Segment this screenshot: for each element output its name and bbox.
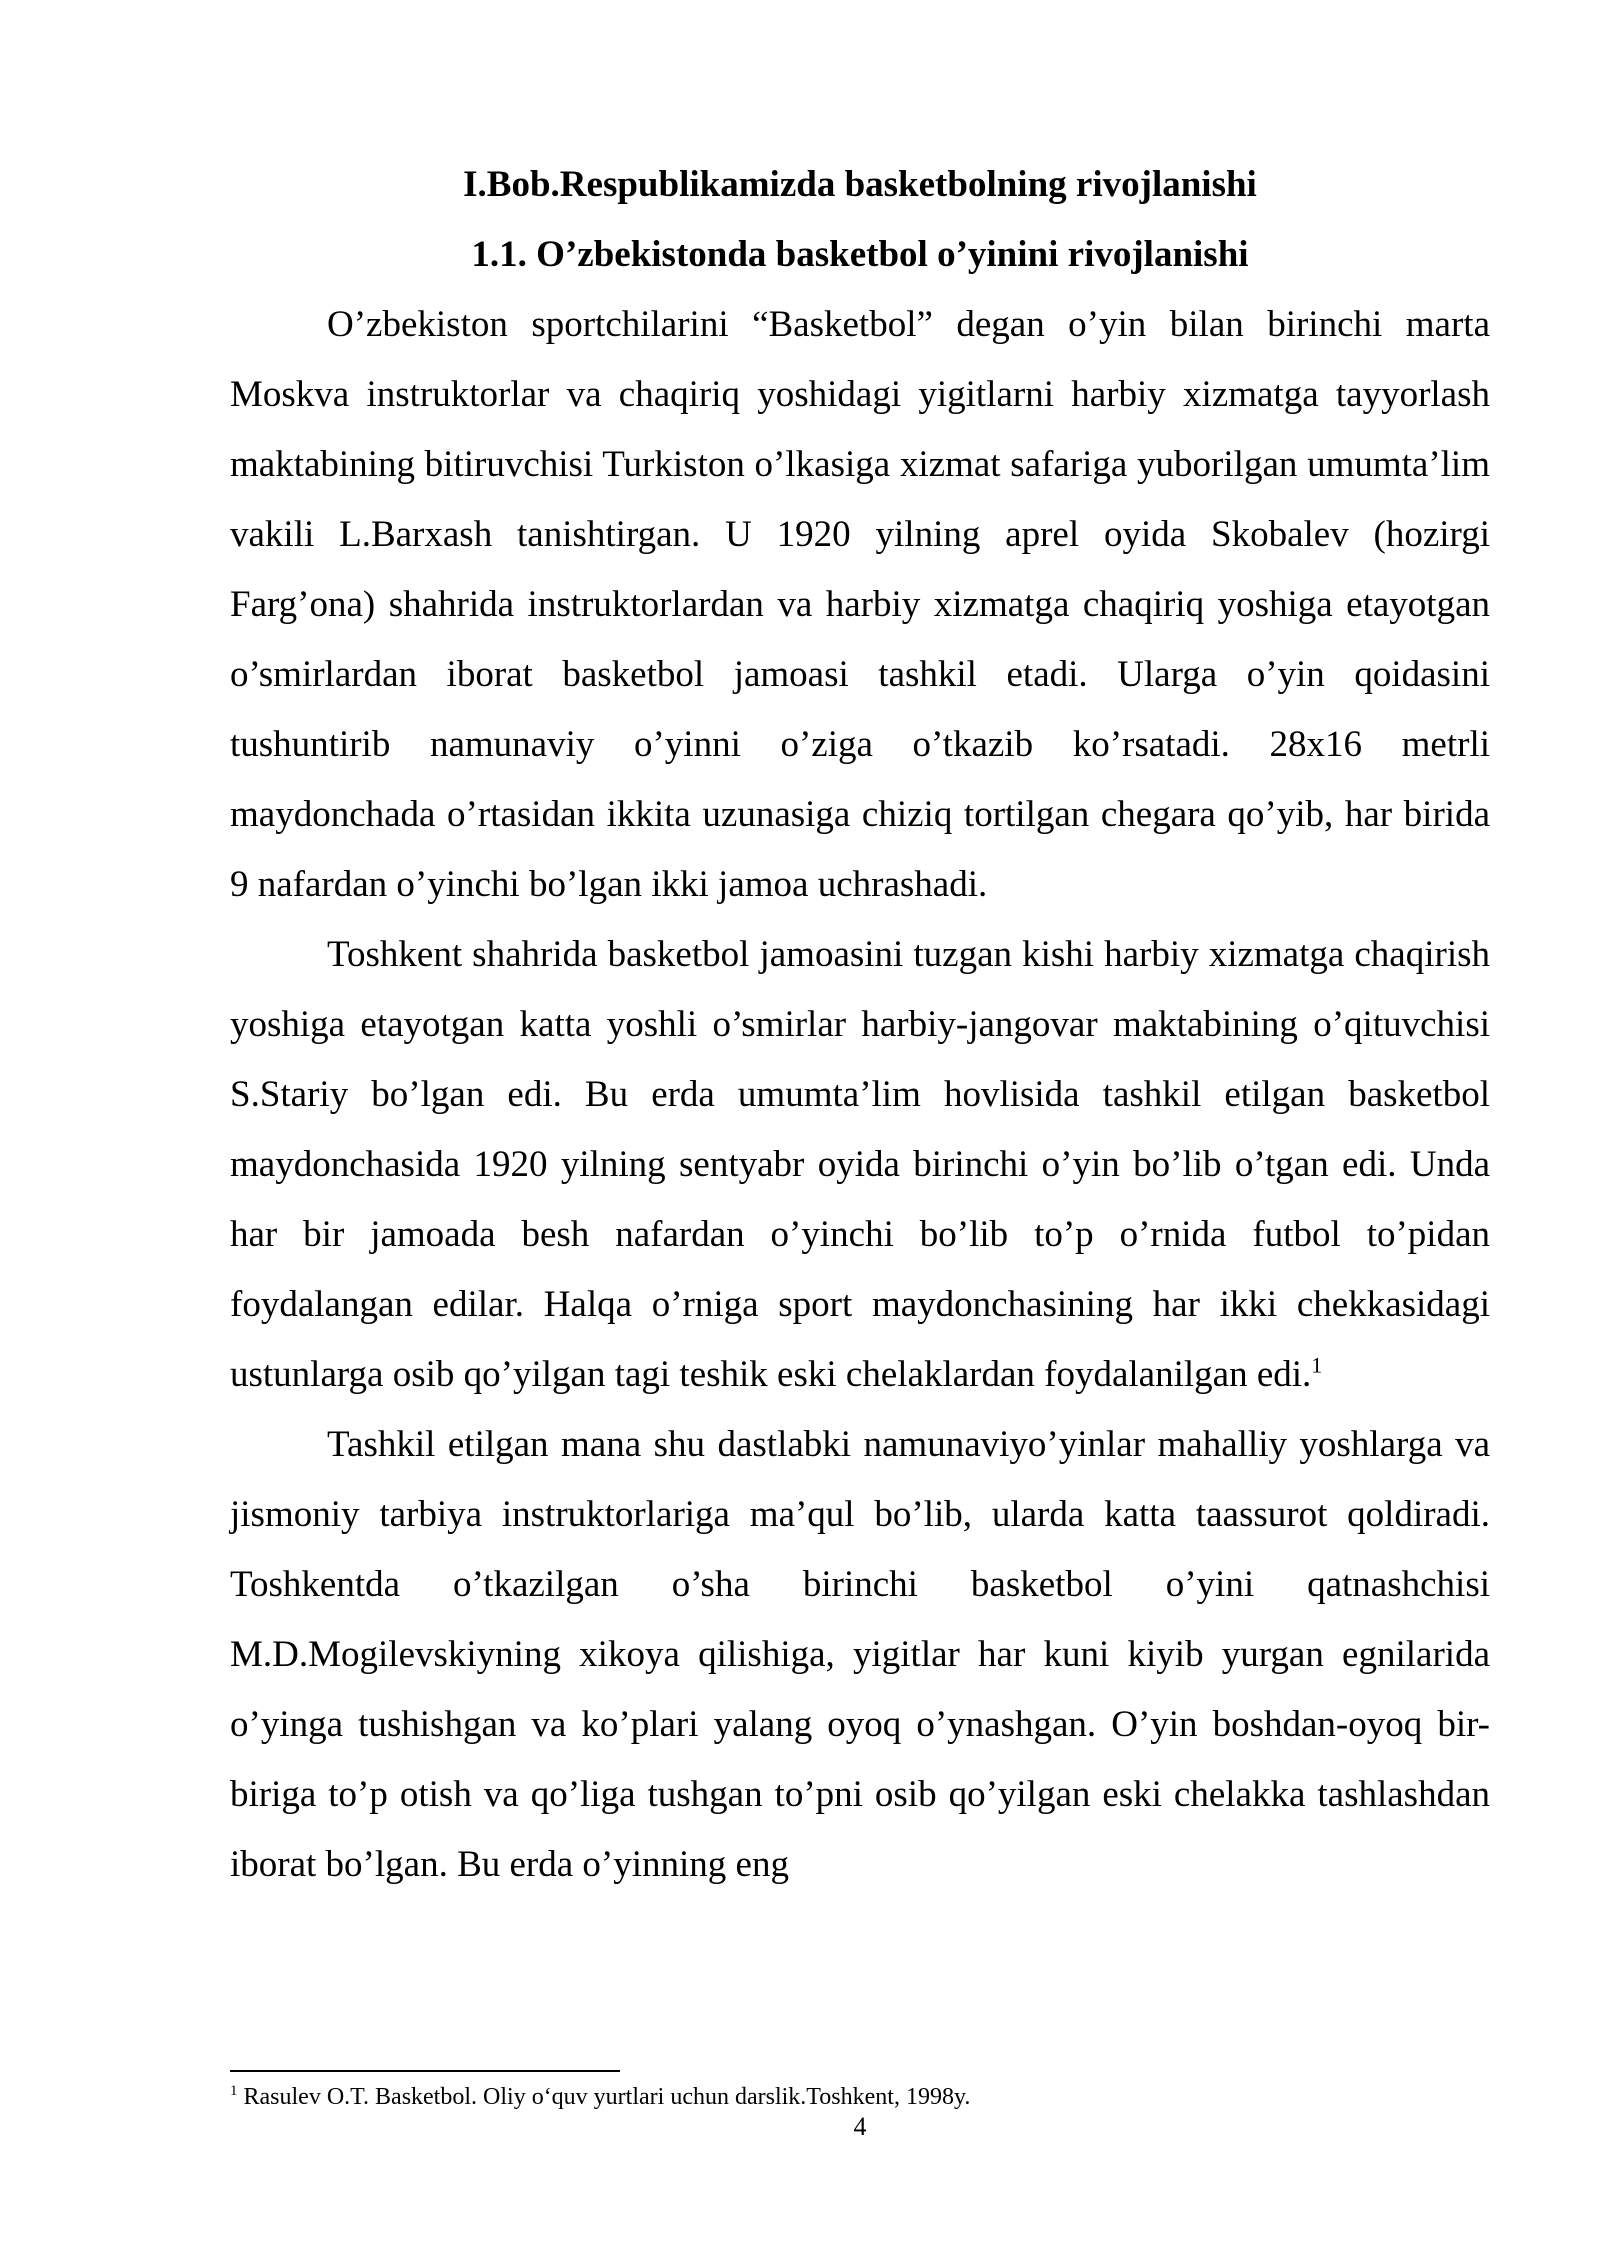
- page-body: [230, 150, 1490, 1900]
- paragraph-2: [230, 920, 1490, 1410]
- paragraph-1-text: O’zbekiston sportchilarini “Basketbol” degan o’yin bilan birinchi marta Moskva instruktorlar va chaqiriq yoshidagi yigitlarni harbiy xizmatga tayyorlash maktabining bitiruvchisi Turkiston o’lkasiga xizmat safariga yuborilgan umumta’lim vakili L.Barxash tanishtirgan. U 1920 yilning aprel oyida Skobalev (hozirgi Farg’ona) shahrida instruktorlardan va harbiy xizmatga chaqiriq yoshiga etayotgan o’smirlardan iborat basketbol jamoasi tashkil etadi. Ularga o’yin qoidasini tushuntirib namunaviy o’yinni o’ziga o’tkazib ko’rsatadi. 28x16 metrli maydonchada o’rtasidan ikkita uzunasiga chiziq tortilgan chegara qo’yib, har birida 9 nafardan o’yinchi bo’lgan ikki jamoa uchrashadi.: [230, 304, 1490, 905]
- paragraph-2-text: Toshkent shahrida basketbol jamoasini tuzgan kishi harbiy xizmatga chaqirish yoshiga etayotgan katta yoshli o’smirlar harbiy-jangovar maktabining o’qituvchisi S.Stariy bo’lgan edi. Bu erda umumta’lim hovlisida tashkil etilgan basketbol maydonchasida 1920 yilning sentyabr oyida birinchi o’yin bo’lib o’tgan edi. Unda har bir jamoada besh nafardan o’yinchi bo’lib to’p o’rnida futbol to’pidan foydalangan edilar. Halqa o’rniga sport maydonchasining har ikki chekkasidagi ustunlarga osib qo’yilgan tagi teshik eski chelaklardan foydalanilgan edi.: [230, 934, 1490, 1395]
- paragraph-3-text: Tashkil etilgan mana shu dastlabki namunaviyo’yinlar mahalliy yoshlarga va jismoniy tarbiya instruktorlariga ma’qul bo’lib, ularda katta taassurot qoldiradi. Toshkentda o’tkazilgan o’sha birinchi basketbol o’yini qatnashchisi M.D.Mogilevskiyning xikoya qilishiga, yigitlar har kuni kiyib yurgan egnilarida o’yinga tushishgan va ko’plari yalang oyoq o’ynashgan. O’yin boshdan-oyoq bir-biriga to’p otish va qo’liga tushgan to’pni osib qo’yilgan eski chelakka tashlashdan iborat bo’lgan. Bu erda o’yinning eng: [230, 1424, 1490, 1885]
- footnote-text: Rasulev O.T. Basketbol. Oliy o‘quv yurtlari uchun darslik.Toshkent, 1998y.: [237, 2084, 971, 2110]
- footnote: [230, 2080, 1490, 2114]
- footnote-marker: 1: [230, 2083, 238, 2099]
- chapter-title: I.Bob.Respublikamizda basketbolning rivojlanishi: [463, 164, 1257, 205]
- page-number: 4: [853, 2112, 867, 2141]
- footnote-separator: [230, 2070, 620, 2072]
- paragraph-3: [230, 1410, 1490, 1900]
- footnote-reference[interactable]: 1: [1311, 1352, 1323, 1378]
- paragraph-1: [230, 290, 1490, 920]
- section-title: 1.1. O’zbekistonda basketbol o’yinini rivojlanishi: [471, 234, 1249, 275]
